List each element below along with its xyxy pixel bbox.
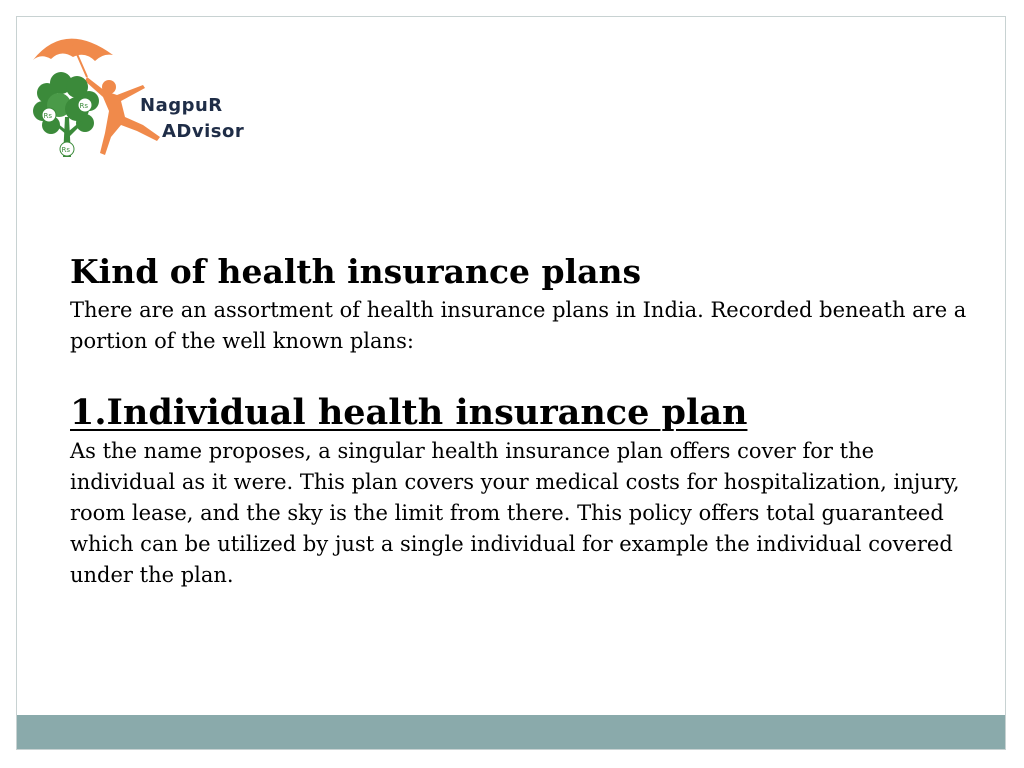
rupee-badge-2: Rs	[79, 102, 89, 110]
spacer	[70, 357, 970, 390]
rupee-badge-3: Rs	[61, 146, 71, 154]
section-heading-kinds: Kind of health insurance plans	[70, 252, 642, 291]
slide-content	[70, 249, 970, 591]
section-intro-text: There are an assortment of health insurance plans in India. Recorded beneath are a portion of the well known plans:	[70, 298, 967, 353]
slide	[16, 16, 1006, 750]
nagpur-advisor-logo	[25, 25, 245, 165]
individual-plan-text: As the name proposes, a singular health insurance plan offers cover for the individual as it were. This plan covers your medical costs for hospitalization, injury, room lease, and the sky is the limit from there. This policy offers total guaranteed which can be utilized by just a single individual for example the individual covered under the plan.	[70, 439, 960, 587]
logo-text-nagpur: NagpuR	[140, 95, 223, 116]
section-heading-individual-plan: 1.Individual health insurance plan	[70, 392, 748, 433]
footer-bar	[17, 715, 1005, 749]
logo-text-advisor: ADvisor	[162, 121, 245, 142]
rupee-badge-1: Rs	[43, 112, 53, 120]
